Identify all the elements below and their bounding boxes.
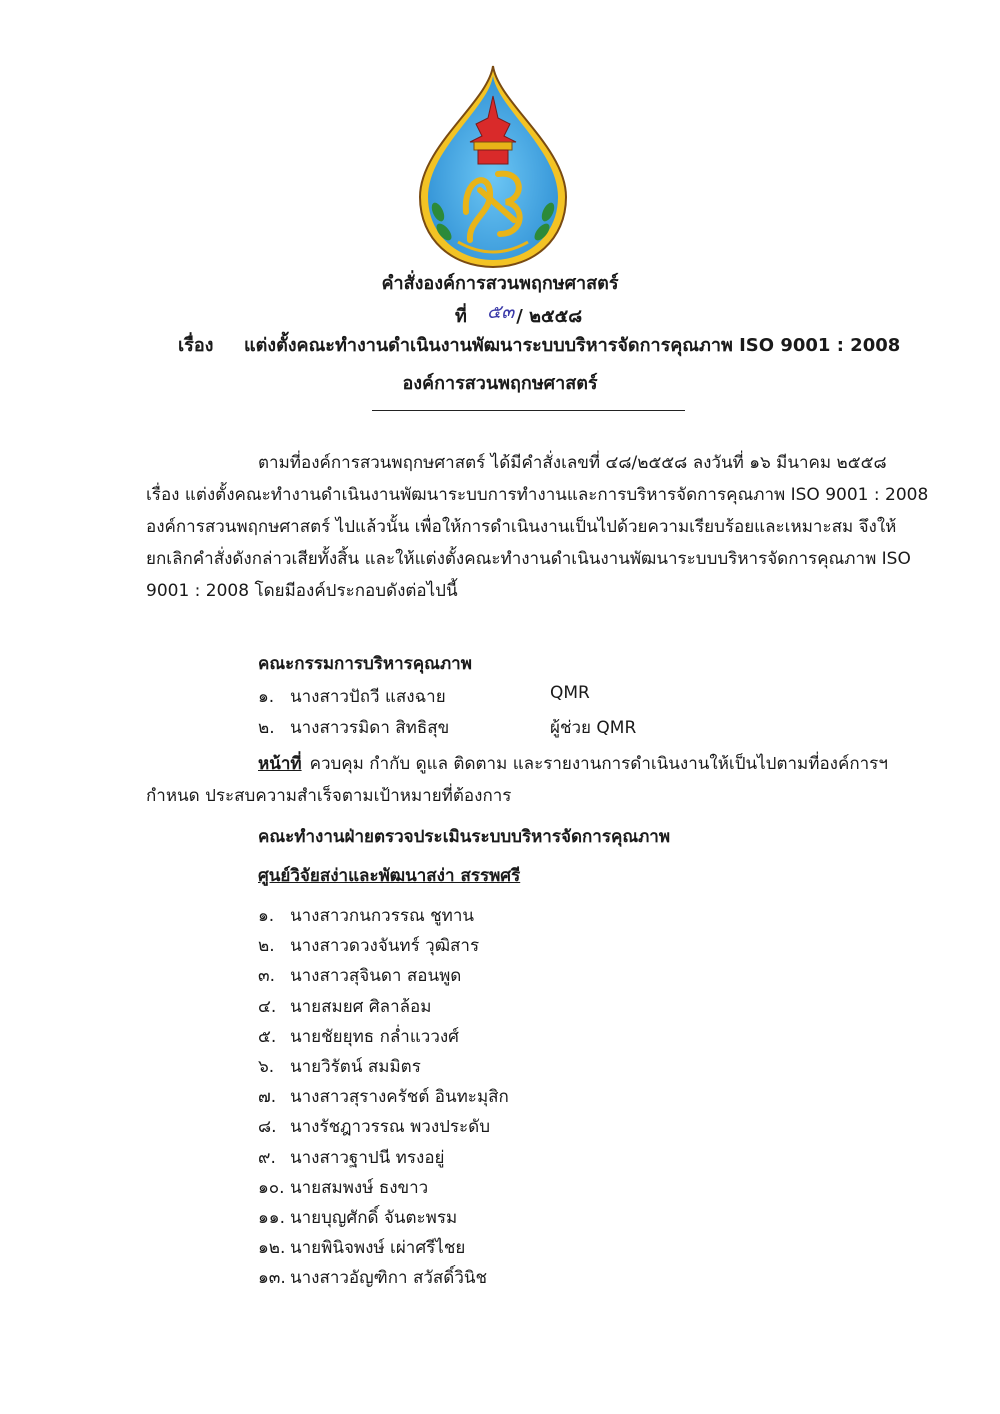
subject-text: แต่งตั้งคณะทำงานดำเนินงานพัฒนาระบบบริหารจัดการคุณภาพ ISO 9001 : 2008 [244, 335, 901, 356]
list-item [258, 1113, 509, 1143]
item-name: นายสมยศ ศิลาล้อม [290, 996, 432, 1017]
item-number: ๑. [258, 906, 275, 926]
duty-paragraph [146, 748, 916, 812]
member-role: ผู้ช่วย QMR [550, 718, 637, 738]
list-item [258, 1204, 509, 1234]
member-role: QMR [550, 683, 590, 703]
duty-label: หน้าที่ [258, 754, 302, 774]
list-item [258, 1234, 509, 1264]
list-item [258, 932, 509, 962]
item-number: ๑๐. [258, 1177, 285, 1198]
item-number: ๒. [258, 936, 275, 957]
item-number: ๓. [258, 966, 276, 987]
order-subject [178, 330, 900, 359]
order-number-handwritten: ๕๓ [486, 301, 515, 323]
order-number-year: / ๒๕๕๘ [516, 306, 583, 327]
list-item [258, 993, 509, 1023]
item-number: ๑๒. [258, 1238, 286, 1259]
organization-logo [418, 62, 568, 270]
item-name: นายชัยยุทธ กล่ำแววงศ์ [290, 1026, 459, 1047]
audit-member-list [258, 902, 509, 1294]
list-item [258, 962, 509, 992]
committee-heading: คณะกรรมการบริหารคุณภาพ [258, 654, 472, 674]
item-number: ๑๑. [258, 1207, 285, 1228]
committee-member [258, 683, 590, 710]
list-item [258, 1144, 509, 1174]
item-number: ๑๓. [258, 1268, 286, 1289]
subject-label: เรื่อง [178, 335, 214, 356]
item-name: นางสาวอัญฑิกา สวัสดิ์วินิช [290, 1268, 488, 1289]
list-item [258, 1174, 509, 1204]
member-number: ๒. [258, 718, 275, 738]
paragraph-line: เรื่อง แต่งตั้งคณะทำงานดำเนินงานพัฒนาระบบการทำงานและการบริหารจัดการคุณภาพ ISO 9001 : 2008 [146, 485, 929, 505]
item-name: นางสาวกนกวรรณ ชูทาน [290, 906, 475, 926]
member-name: นางสาวปัถวี แสงฉาย [290, 687, 446, 707]
audit-heading: คณะทำงานฝ่ายตรวจประเมินระบบบริหารจัดการคุณภาพ [258, 827, 671, 847]
item-number: ๕. [258, 1026, 277, 1047]
duty-text: ควบคุม กำกับ ดูแล ติดตาม และรายงานการดำเนินงานให้เป็นไปตามที่องค์การฯ [309, 754, 888, 774]
item-name: นายสมพงษ์ ธงขาว [290, 1177, 429, 1198]
order-number [455, 301, 582, 331]
item-name: นายพินิจพงษ์ เผ่าศรีไชย [290, 1238, 466, 1259]
duty-line: กำหนด ประสบความสำเร็จตามเป้าหมายที่ต้องการ [146, 786, 512, 806]
item-name: นางสาวฐาปนี ทรงอยู่ [290, 1147, 445, 1168]
item-name: นายวิรัตน์ สมมิตร [290, 1056, 421, 1077]
item-number: ๙. [258, 1147, 276, 1168]
item-name: นางสาวดวงจันทร์ วุฒิสาร [290, 936, 480, 957]
list-item [258, 1053, 509, 1083]
item-number: ๖. [258, 1056, 275, 1077]
item-name: นางรัชฎาวรรณ พวงประดับ [290, 1117, 491, 1138]
item-number: ๔. [258, 996, 277, 1017]
paragraph-line: ยกเลิกคำสั่งดังกล่าวเสียทั้งสิ้น และให้แต่งตั้งคณะทำงานดำเนินงานพัฒนาระบบบริหารจัดการคุณภาพ ISO [146, 549, 911, 569]
committee-member [258, 714, 637, 741]
list-item [258, 1264, 509, 1294]
intro-paragraph [146, 447, 929, 607]
item-number: ๘. [258, 1117, 277, 1138]
audit-center: ศูนย์วิจัยสง่าและพัฒนาสง่า สรรพศรี [258, 866, 521, 886]
member-name: นางสาวรมิดา สิทธิสุข [290, 718, 450, 738]
paragraph-line: องค์การสวนพฤกษศาสตร์ ไปแล้วนั้น เพื่อให้การดำเนินงานเป็นไปด้วยความเรียบร้อยและเหมาะสม จึงให้ [146, 517, 897, 537]
member-number: ๑. [258, 687, 275, 707]
item-name: นายบุญศักดิ์ จันตะพรม [290, 1207, 458, 1228]
list-item [258, 1023, 509, 1053]
item-name: นางสาวสุจินดา สอนพูด [290, 966, 462, 987]
list-item [258, 902, 509, 932]
order-title: คำสั่งองค์การสวนพฤกษศาสตร์ [381, 273, 619, 294]
duty-line [146, 748, 916, 780]
organization-name: องค์การสวนพฤกษศาสตร์ [402, 373, 598, 394]
item-number: ๗. [258, 1087, 277, 1108]
order-number-label: ที่ [455, 306, 467, 327]
item-name: นางสาวสุรางครัชต์ อินทะมุสิก [290, 1087, 509, 1108]
header-divider [372, 410, 685, 411]
list-item [258, 1083, 509, 1113]
paragraph-line: 9001 : 2008 โดยมีองค์ประกอบดังต่อไปนี้ [146, 581, 458, 601]
paragraph-line: ตามที่องค์การสวนพฤกษศาสตร์ ได้มีคำสั่งเลขที่ ๔๘/๒๕๕๘ ลงวันที่ ๑๖ มีนาคม ๒๕๕๘ [258, 453, 887, 473]
